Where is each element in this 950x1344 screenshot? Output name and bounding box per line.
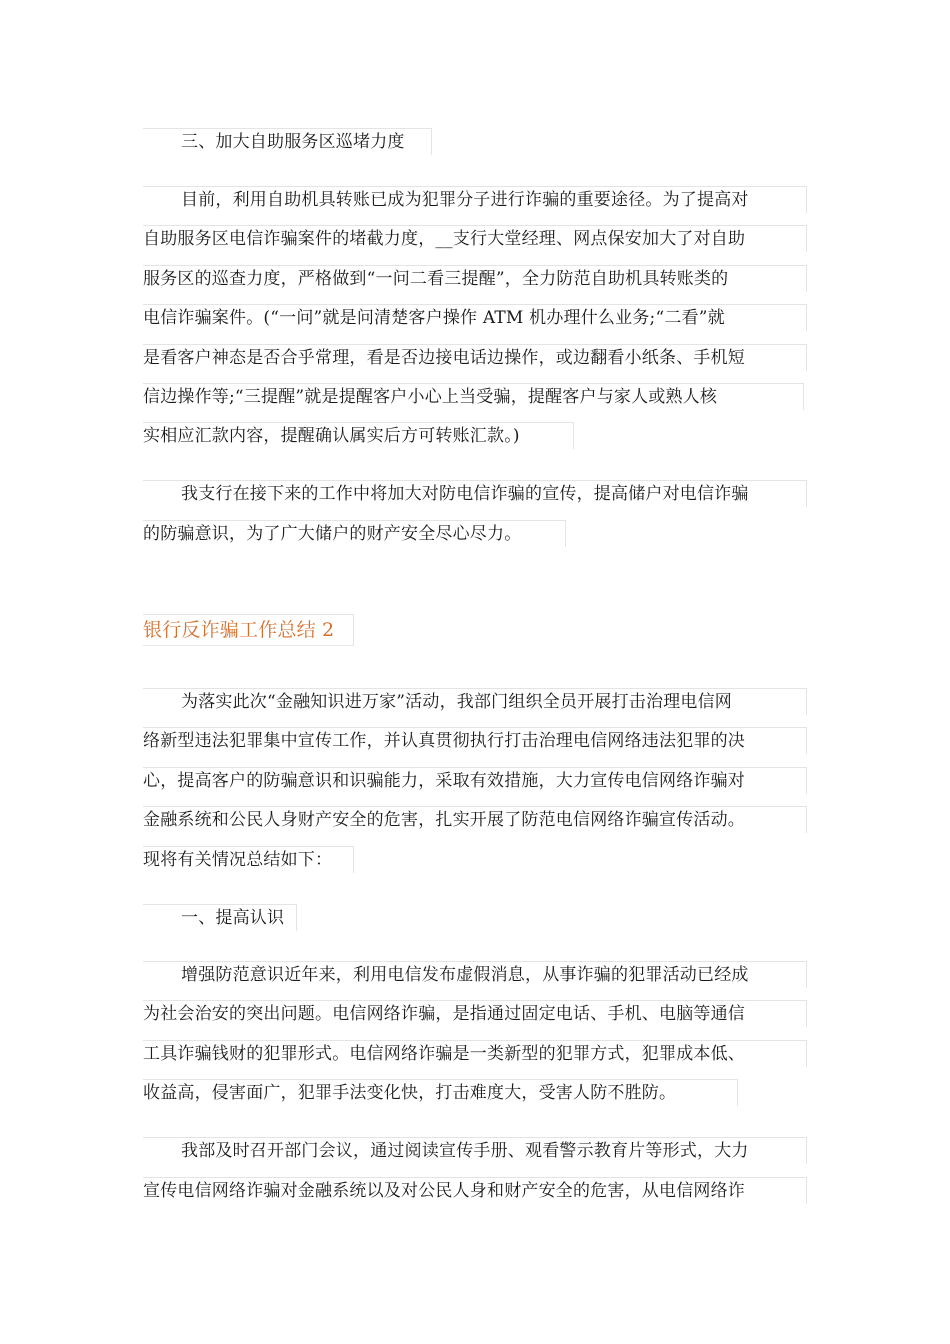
paragraph-line: 收益高，侵害面广，犯罪手法变化快，打击难度大，受害人防不胜防。: [143, 1079, 738, 1106]
paragraph-line: 信边操作等;“三提醒”就是提醒客户小心上当受骗，提醒客户与家人或熟人核: [143, 383, 804, 410]
paragraph-line: 实相应汇款内容，提醒确认属实后方可转账汇款。): [143, 422, 574, 449]
section-title: 三、加大自助服务区巡堵力度: [143, 128, 432, 155]
paragraph-line: 自助服务区电信诈骗案件的堵截力度，__支行大堂经理、网点保安加大了对自助: [143, 225, 807, 252]
paragraph-line: 为落实此次“金融知识进万家”活动，我部门组织全员开展打击治理电信网: [143, 688, 807, 715]
paragraph-line: 服务区的巡查力度，严格做到“一问二看三提醒”，全力防范自助机具转账类的: [143, 265, 807, 292]
paragraph-line: 宣传电信网络诈骗对金融系统以及对公民人身和财产安全的危害，从电信网络诈: [143, 1177, 807, 1204]
paragraph-line: 络新型违法犯罪集中宣传工作，并认真贯彻执行打击治理电信网络违法犯罪的决: [143, 727, 807, 754]
paragraph-line: 现将有关情况总结如下：: [143, 846, 354, 873]
paragraph-line: 我支行在接下来的工作中将加大对防电信诈骗的宣传，提高储户对电信诈骗: [143, 480, 807, 507]
paragraph-line: 金融系统和公民人身财产安全的危害，扎实开展了防范电信网络诈骗宣传活动。: [143, 806, 807, 833]
paragraph-line: 增强防范意识近年来，利用电信发布虚假消息，从事诈骗的犯罪活动已经成: [143, 961, 807, 988]
article-title: 银行反诈骗工作总结 2: [143, 614, 354, 646]
section-title: 一、提高认识: [143, 904, 297, 931]
paragraph-line: 目前，利用自助机具转账已成为犯罪分子进行诈骗的重要途径。为了提高对: [143, 186, 807, 213]
paragraph-line: 工具诈骗钱财的犯罪形式。电信网络诈骗是一类新型的犯罪方式，犯罪成本低、: [143, 1040, 807, 1067]
paragraph-line: 我部及时召开部门会议，通过阅读宣传手册、观看警示教育片等形式，大力: [143, 1137, 807, 1164]
paragraph-line: 是看客户神态是否合乎常理，看是否边接电话边操作，或边翻看小纸条、手机短: [143, 344, 807, 371]
paragraph-line: 的防骗意识，为了广大储户的财产安全尽心尽力。: [143, 520, 566, 547]
paragraph-line: 电信诈骗案件。(“一问”就是问清楚客户操作 ATM 机办理什么业务;“二看”就: [143, 304, 807, 331]
paragraph-line: 为社会治安的突出问题。电信网络诈骗，是指通过固定电话、手机、电脑等通信: [143, 1000, 807, 1027]
paragraph-line: 心，提高客户的防骗意识和识骗能力，采取有效措施，大力宣传电信网络诈骗对: [143, 767, 807, 794]
